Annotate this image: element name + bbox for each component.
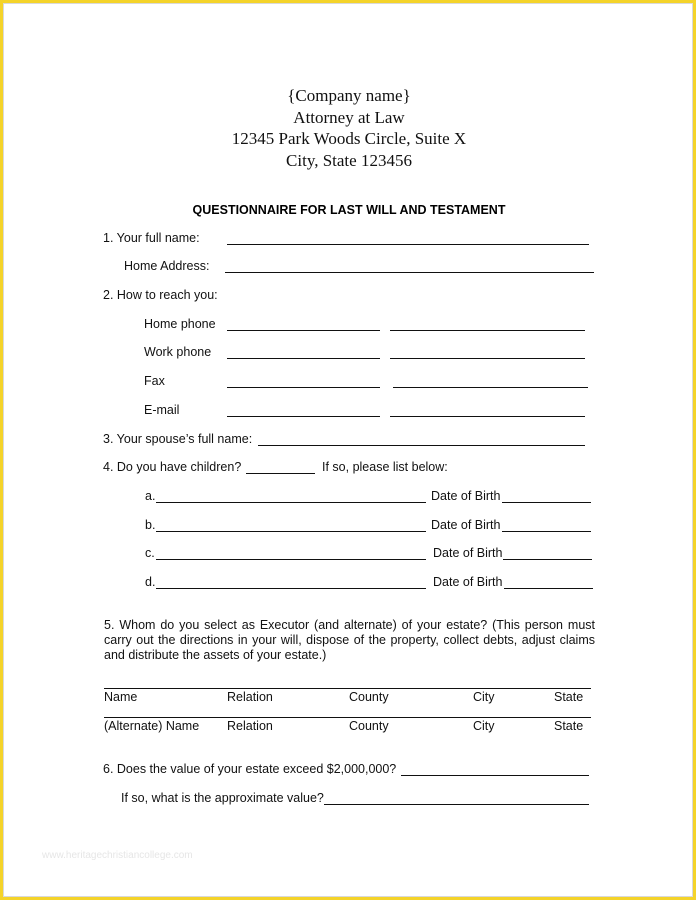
home-phone-label: Home phone: [144, 317, 216, 331]
document-page: [3, 3, 693, 897]
child-d-name-field[interactable]: [156, 588, 426, 589]
home-address-label: Home Address:: [124, 259, 210, 273]
child-a-dob-label: Date of Birth: [431, 489, 501, 503]
fax-field[interactable]: [227, 387, 380, 388]
work-phone-label: Work phone: [144, 345, 212, 359]
child-c-letter: c.: [145, 546, 155, 560]
approx-value-field[interactable]: [324, 804, 589, 805]
q6-label: 6. Does the value of your estate exceed $2,000,000?: [103, 762, 397, 776]
executor-name-caption: Name: [104, 690, 138, 704]
child-b-name-field[interactable]: [156, 531, 426, 532]
attorney-title: Attorney at Law: [293, 108, 405, 127]
alternate-state-caption: State: [554, 719, 584, 733]
fax-label: Fax: [144, 374, 165, 388]
work-phone-field[interactable]: [227, 358, 380, 359]
child-b-dob-field[interactable]: [502, 531, 591, 532]
email-field-2[interactable]: [390, 416, 585, 417]
q2-label: 2. How to reach you:: [103, 288, 218, 302]
executor-state-caption: State: [554, 690, 584, 704]
alternate-county-caption: County: [349, 719, 389, 733]
child-b-dob-label: Date of Birth: [431, 518, 501, 532]
alternate-relation-caption: Relation: [227, 719, 273, 733]
children-list-instruction: If so, please list below:: [322, 460, 448, 474]
q4-label: 4. Do you have children?: [103, 460, 242, 474]
email-field[interactable]: [227, 416, 380, 417]
executor-city-caption: City: [473, 690, 495, 704]
spouse-name-field[interactable]: [258, 445, 585, 446]
home-phone-field[interactable]: [227, 330, 380, 331]
street-address: 12345 Park Woods Circle, Suite X: [231, 129, 467, 148]
alternate-city-caption: City: [473, 719, 495, 733]
child-b-letter: b.: [145, 518, 156, 532]
estate-value-answer-field[interactable]: [401, 775, 589, 776]
q1-label: 1. Your full name:: [103, 231, 200, 245]
q3-label: 3. Your spouse’s full name:: [103, 432, 253, 446]
executor-relation-caption: Relation: [227, 690, 273, 704]
city-state: City, State 123456: [286, 151, 412, 170]
form-title: QUESTIONNAIRE FOR LAST WILL AND TESTAMENT: [192, 203, 506, 217]
work-phone-field-2[interactable]: [390, 358, 585, 359]
executor-county-caption: County: [349, 690, 389, 704]
watermark: www.heritagechristiancollege.com: [42, 850, 193, 861]
approx-value-label: If so, what is the approximate value?: [121, 791, 324, 805]
children-answer-field[interactable]: [246, 473, 315, 474]
child-d-letter: d.: [145, 575, 156, 589]
fax-field-2[interactable]: [393, 387, 588, 388]
home-phone-field-2[interactable]: [390, 330, 585, 331]
child-d-dob-field[interactable]: [504, 588, 593, 589]
alternate-name-caption: (Alternate) Name: [104, 719, 200, 733]
child-a-name-field[interactable]: [156, 502, 426, 503]
q5-question: 5. Whom do you select as Executor (and alternate) of your estate? (This person must carry out the directions in your will, dispose of the property, collect debts, adjust claims and distribute the assets of your estate.): [104, 618, 595, 662]
alternate-executor-field[interactable]: [104, 717, 591, 718]
full-name-field[interactable]: [227, 244, 589, 245]
child-c-dob-field[interactable]: [503, 559, 592, 560]
child-a-dob-field[interactable]: [502, 502, 591, 503]
child-c-name-field[interactable]: [156, 559, 426, 560]
home-address-field[interactable]: [225, 272, 594, 273]
child-d-dob-label: Date of Birth: [433, 575, 503, 589]
executor-field[interactable]: [104, 688, 591, 689]
child-c-dob-label: Date of Birth: [433, 546, 503, 560]
email-label: E-mail: [144, 403, 180, 417]
company-name: {Company name}: [287, 86, 411, 105]
child-a-letter: a.: [145, 489, 156, 503]
